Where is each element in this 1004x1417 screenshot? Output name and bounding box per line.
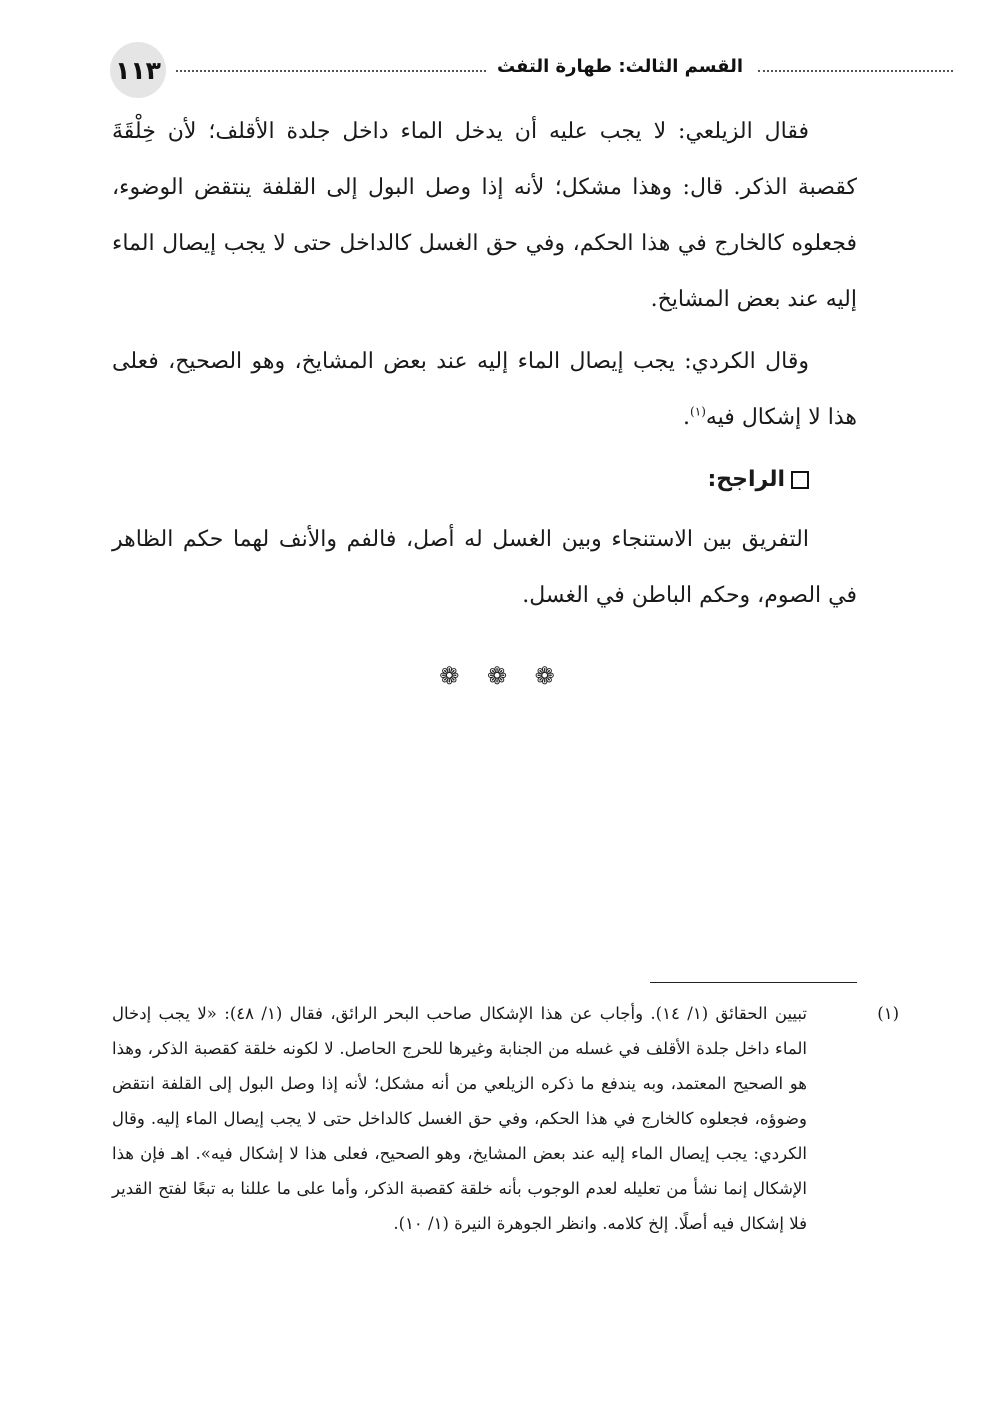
paragraph xyxy=(112,334,857,446)
footnote-text: تبيين الحقائق (١/ ١٤). وأجاب عن هذا الإشكال صاحب البحر الرائق، فقال (١/ ٤٨): «لا يجب إدخال الماء داخل جلدة الأقلف في غسله من الجنابة وغيرها للحرج الحاصل. لا لكونه خلقة كقصبة الذكر، وهذا هو الصحيح المعتمد، وبه يندفع ما ذكره الزيلعي من أنه مشكل؛ لأنه إذا وصل البول إلى القلفة انتقض وضوؤه، فجعلوه كالخارج في هذا الحكم، وفي حق الغسل كالداخل حتى لا يجب إيصال الماء إليه. وقال الكردي: يجب إيصال الماء إليه عند بعض المشايخ، وهو الصحيح، فعلى هذا لا إشكال فيه». اهـ فإن هذا الإشكال إنما نشأ من تعليله لعدم الوجوب بأنه خلقة كقصبة الذكر، وأما على ما عللنا به تبعًا لفتح القدير فلا إشكال فيه أصلًا. إلخ كلامه. وانظر الجوهرة النيرة (١/ ١٠). xyxy=(112,1004,807,1233)
square-bullet-icon xyxy=(791,471,809,489)
section-heading xyxy=(112,452,857,508)
paragraph-end: . xyxy=(683,405,691,430)
paragraph-text: وقال الكردي: يجب إيصال الماء إليه عند بعض المشايخ، وهو الصحيح، فعلى هذا لا إشكال فيه xyxy=(112,349,857,430)
footnote xyxy=(112,996,899,1241)
footnote-number: (١) xyxy=(877,1004,899,1023)
footnotes xyxy=(112,996,899,1241)
paragraph: فقال الزيلعي: لا يجب عليه أن يدخل الماء داخل جلدة الأقلف؛ لأن خِلْقَةَ كقصبة الذكر. قال: وهذا مشكل؛ لأنه إذا وصل البول إلى القلفة ينتقض الوضوء، فجعلوه كالخارج في هذا الحكم، وفي حق الغسل كالداخل حتى لا يجب إيصال الماء إليه عند بعض المشايخ. xyxy=(112,119,857,312)
running-header xyxy=(110,42,845,98)
footnote-separator-rule xyxy=(650,982,857,983)
section-separator-ornament: ❁ ❁ ❁ xyxy=(439,662,565,690)
footnote-reference[interactable]: (١) xyxy=(690,404,706,419)
page-number-badge: ١١٣ xyxy=(110,42,166,98)
header-title: القسم الثالث: طهارة التفث xyxy=(496,56,744,77)
section-heading-text: الراجح: xyxy=(707,467,785,492)
header-dotted-leader-right xyxy=(758,70,953,72)
paragraph: التفريق بين الاستنجاء وبين الغسل له أصل، فالفم والأنف لهما حكم الظاهر في الصوم، وحكم الباطن في الغسل. xyxy=(112,527,857,608)
header-dotted-leader-left xyxy=(176,70,486,72)
main-text xyxy=(112,104,857,630)
